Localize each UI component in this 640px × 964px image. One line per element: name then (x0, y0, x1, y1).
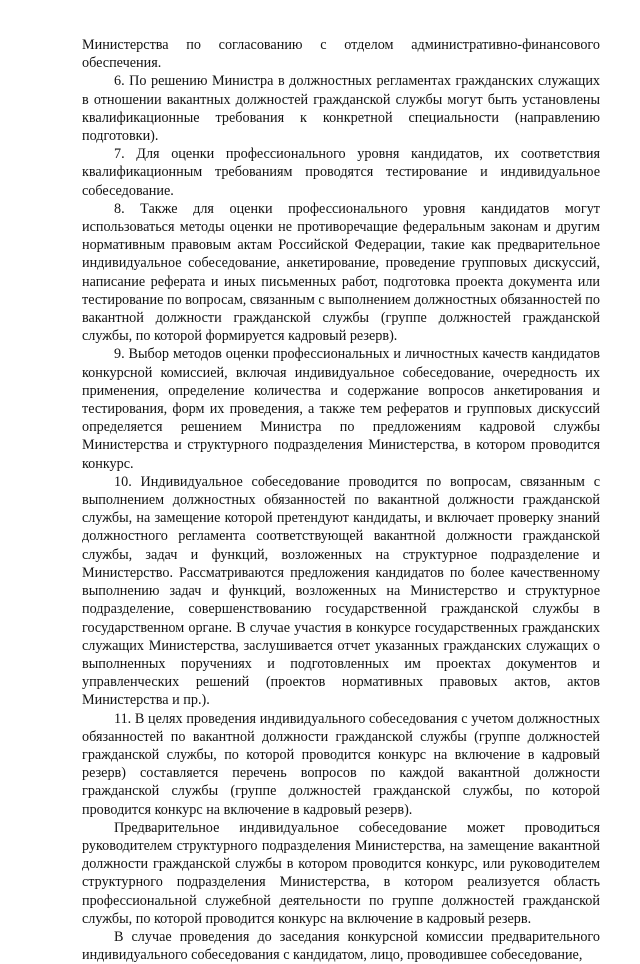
paragraph-11: 11. В целях проведения индивидуального собеседования с учетом должностных обязанностей по вакантной должности гражданской службы (группе должностей гражданской службы, по которой проводится конкурс на включение в кадровый резерв) составляется перечень вопросов по каждой вакантной должности гражданской службы (группе должностей гражданской службы, по которой проводится конкурс на включение в кадровый резерв). (82, 710, 600, 818)
paragraph-continuation: Министерства по согласованию с отделом административно-финансового обеспечения. (82, 37, 600, 72)
paragraph-10: 10. Индивидуальное собеседование проводится по вопросам, связанным с выполнением должностных обязанностей по вакантной должности гражданской службы, на замещение которой претендуют кандидаты, и включает проверку знаний должностного регламента соответствующей вакантной должности гражданской службы, задач и функций, возложенных на структурное подразделение и Министерство. Рассматриваются предложения кандидатов по более качественному выполнению задач и функций, возложенных на Министерство и структурное подразделение, совершенствованию государственной гражданской службы в государственном органе. В случае участия в конкурсе государственных гражданских служащих Министерства, заслушивается отчет указанных гражданских служащих о выполненных поручениях и подготовленных им проектах документов и управленческих решений (проектов нормативных правовых актов, актов Министерства и пр.). (82, 473, 600, 709)
paragraph-9: 9. Выбор методов оценки профессиональных и личностных качеств кандидатов конкурсной комиссией, включая индивидуальное собеседование, очередность их применения, определение количества и содержание вопросов анкетирования и тестирования, форм их проведения, а также тем рефератов и групповых дискуссий определяется решением Министра по предложениям кадровой службы Министерства и структурного подразделения Министерства, в котором проводится конкурс. (82, 346, 600, 472)
paragraph-8: 8. Также для оценки профессионального уровня кандидатов могут использоваться методы оценки не противоречащие федеральным законам и другим нормативным правовым актам Российской Федерации, такие как предварительное индивидуальное собеседование, анкетирование, проведение групповых дискуссий, написание реферата и иных письменных работ, подготовка проекта документа или тестирование по вопросам, связанным с выполнением должностных обязанностей по вакантной должности гражданской службы (группе должностей гражданской службы, по которой формируется кадровый резерв). (82, 200, 600, 345)
document-page (82, 36, 600, 964)
paragraph-preliminary-interview-case: В случае проведения до заседания конкурсной комиссии предварительного индивидуального собеседования с кандидатом, лицо, проводившее собеседование, (82, 928, 600, 964)
paragraph-preliminary-interview: Предварительное индивидуальное собеседование может проводиться руководителем структурного подразделения Министерства, на замещение вакантной должности гражданской службы в котором проводится конкурс, или руководителем структурного подразделения Министерства, в котором реализуется область профессиональной служебной деятельности по группе должностей гражданской службы, по которой проводится конкурс на включение в кадровый резерв. (82, 819, 600, 927)
paragraph-7: 7. Для оценки профессионального уровня кандидатов, их соответствия квалификационным требованиям проводятся тестирование и индивидуальное собеседование. (82, 146, 600, 199)
paragraph-6: 6. По решению Министра в должностных регламентах гражданских служащих в отношении вакантных должностей гражданской службы могут быть установлены квалификационные требования к конкретной специальности (направлению подготовки). (82, 73, 600, 145)
